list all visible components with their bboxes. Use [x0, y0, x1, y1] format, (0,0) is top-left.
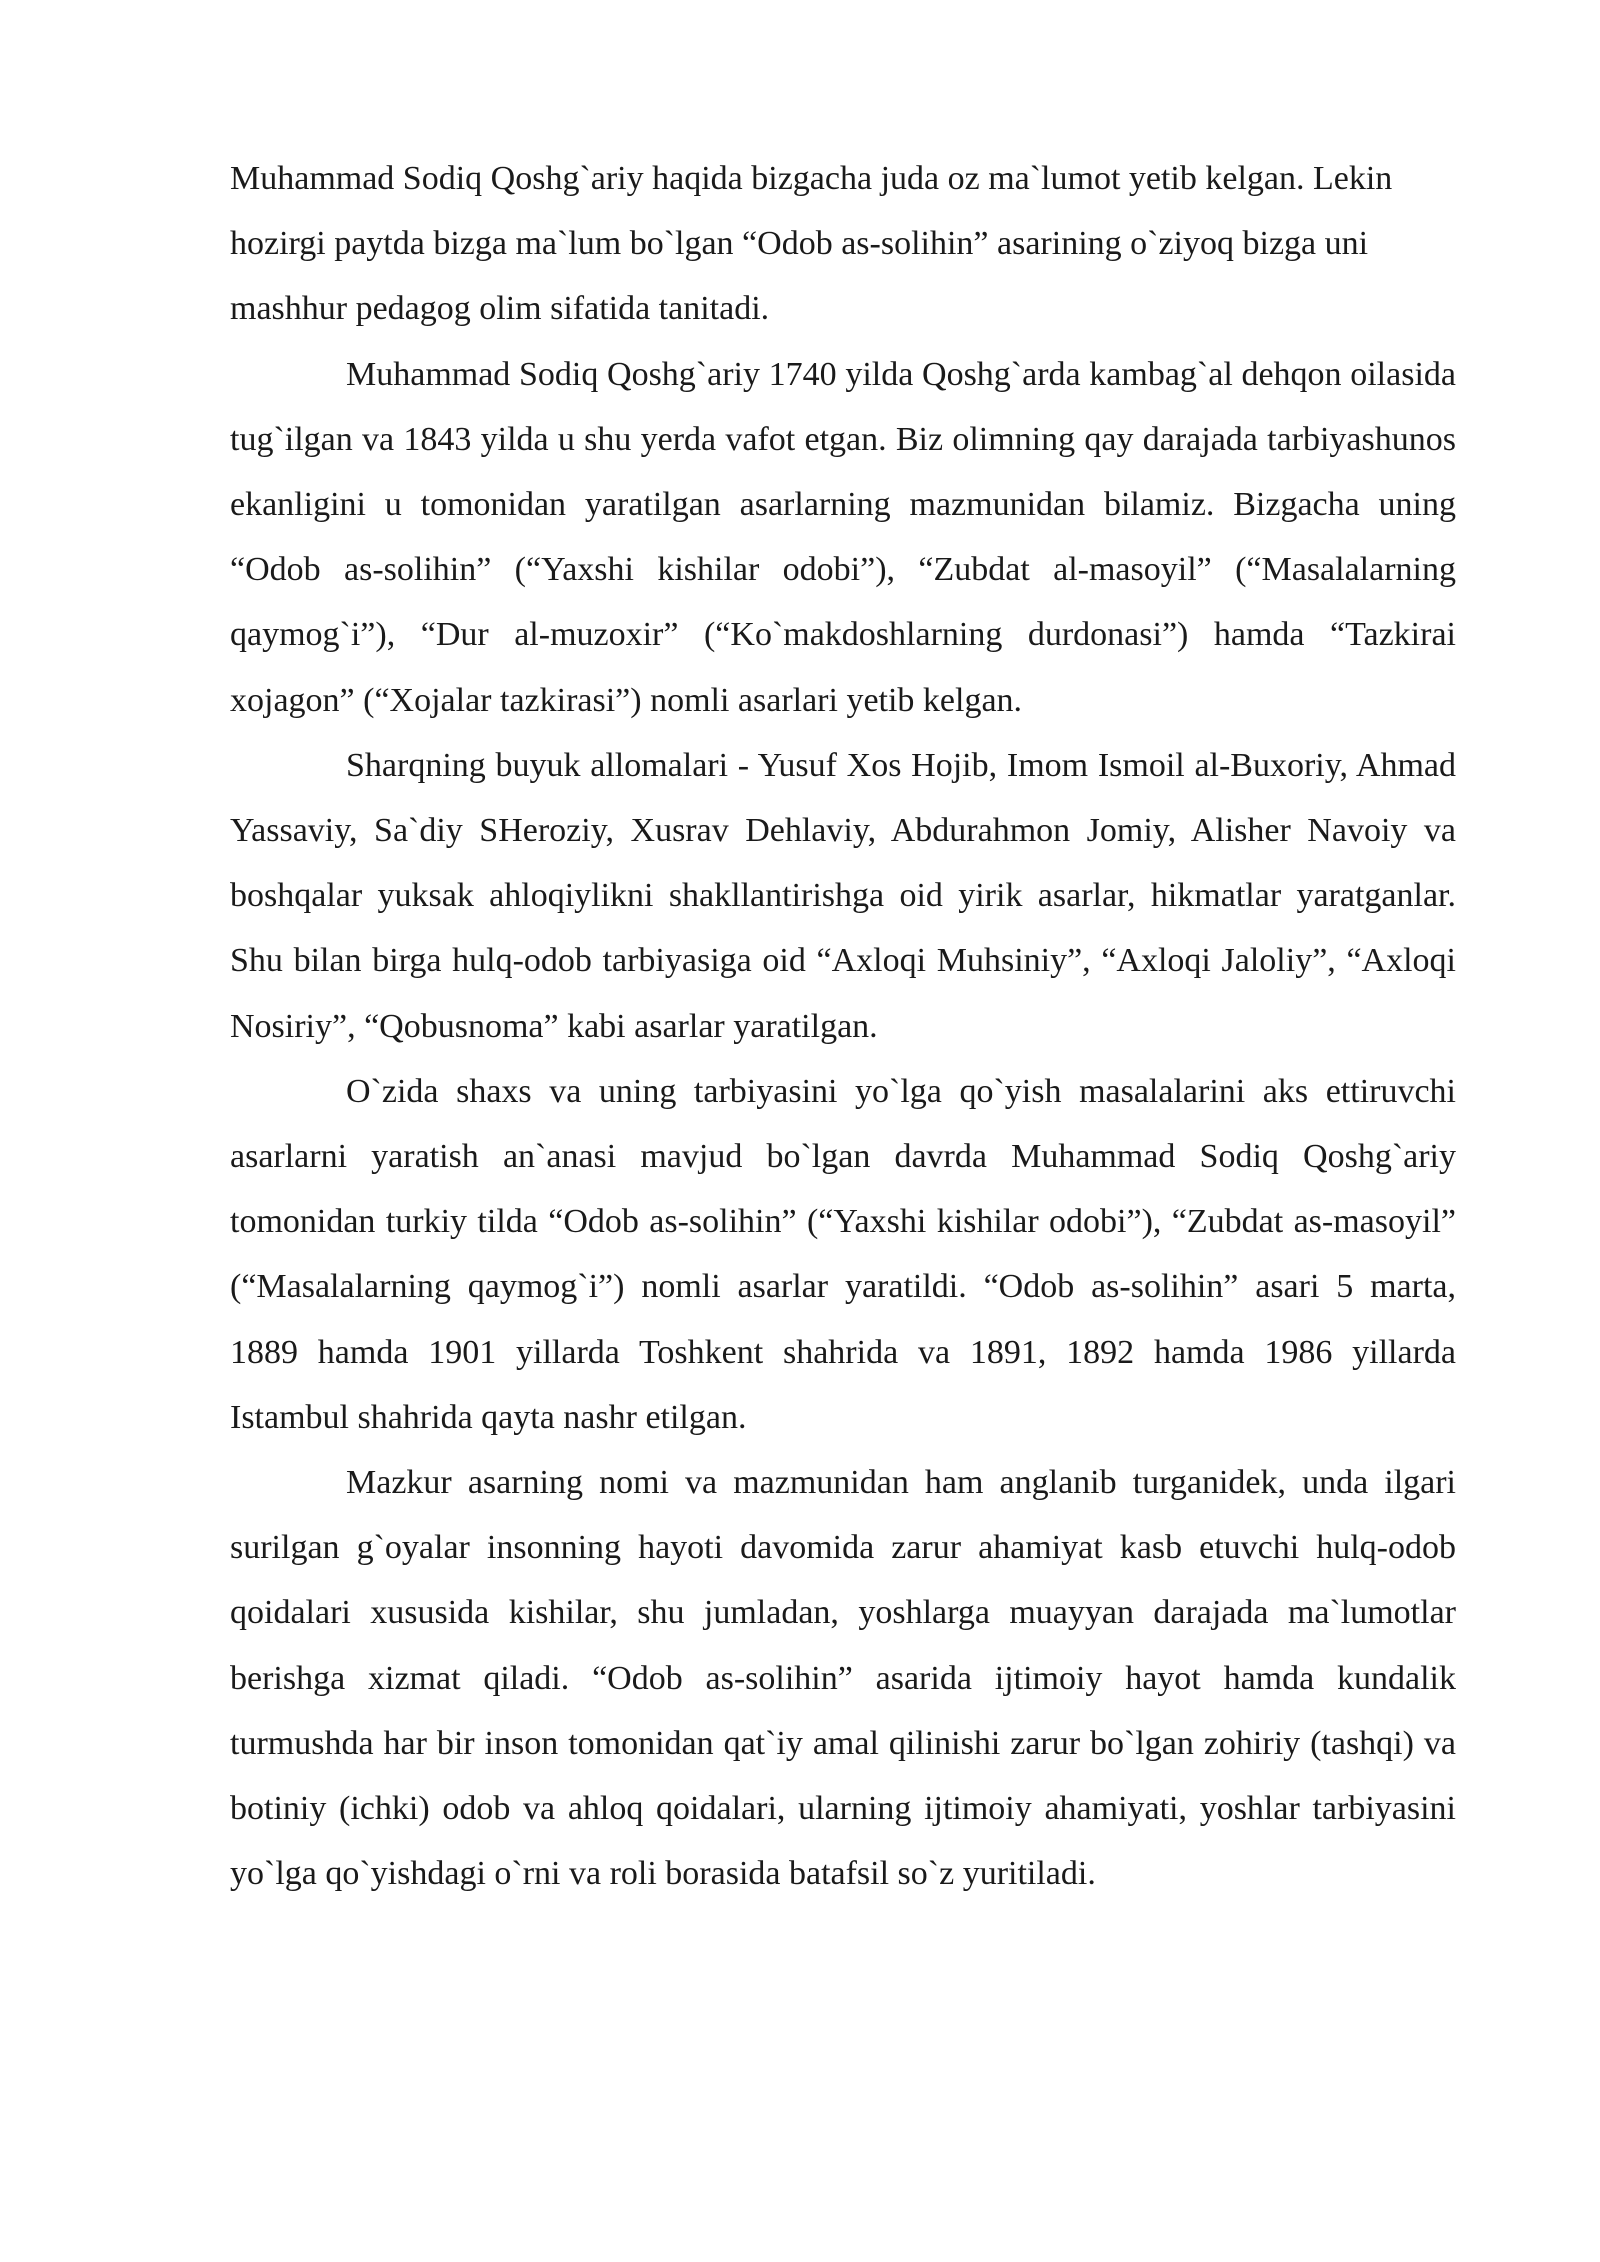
- paragraph-intro: Muhammad Sodiq Qoshg`ariy haqida bizgacha juda oz ma`lumot yetib kelgan. Lekin hozirgi paytda bizga ma`lum bo`lgan “Odob as-solihin” asarining o`ziyoq bizga uni mashhur pedagog olim sifatida tanitadi.: [230, 160, 1393, 328]
- paragraph-biography: Muhammad Sodiq Qoshg`ariy 1740 yilda Qoshg`arda kambag`al dehqon oilasida tug`ilgan va 1843 yilda u shu yerda vafot etgan. Biz olimning qay darajada tarbiyashunos ekanligini u tomonidan yaratilgan asarlarning mazmunidan bilamiz. Bizgacha uning “Odob as-solihin” (“Yaxshi kishilar odobi”), “Zubdat al-masoyil” (“Masalalarning qaymog`i”), “Dur al-muzoxir” (“Ko`makdoshlarning durdonasi”) hamda “Tazkirai xojagon” (“Xojalar tazkirasi”) nomli asarlari yetib kelgan.: [230, 355, 1456, 719]
- paragraph-works-published: O`zida shaxs va uning tarbiyasini yo`lga qo`yish masalalarini aks ettiruvchi asarlarni yaratish an`anasi mavjud bo`lgan davrda Muhammad Sodiq Qoshg`ariy tomonidan turkiy tilda “Odob as-solihin” (“Yaxshi kishilar odobi”), “Zubdat as-masoyil” (“Masalalarning qaymog`i”) nomli asarlar yaratildi. “Odob as-solihin” asari 5 marta, 1889 hamda 1901 yillarda Toshkent shahrida va 1891, 1892 hamda 1986 yillarda Istambul shahrida qayta nashr etilgan.: [230, 1072, 1456, 1436]
- paragraph-eastern-scholars: Sharqning buyuk allomalari - Yusuf Xos Hojib, Imom Ismoil al-Buxoriy, Ahmad Yassaviy, Sa`diy SHeroziy, Xusrav Dehlaviy, Abdurahmon Jomiy, Alisher Navoiy va boshqalar yuksak ahloqiylikni shakllantirishga oid yirik asarlar, hikmatlar yaratganlar. Shu bilan birga hulq-odob tarbiyasiga oid “Axloqi Muhsiniy”, “Axloqi Jaloliy”, “Axloqi Nosiriy”, “Qobusnoma” kabi asarlar yaratilgan.: [230, 746, 1456, 1045]
- document-body: [230, 146, 1456, 1906]
- paragraph-content-summary: Mazkur asarning nomi va mazmunidan ham anglanib turganidek, unda ilgari surilgan g`oyalar insonning hayoti davomida zarur ahamiyat kasb etuvchi hulq-odob qoidalari xususida kishilar, shu jumladan, yoshlarga muayyan darajada ma`lumotlar berishga xizmat qiladi. “Odob as-solihin” asarida ijtimoiy hayot hamda kundalik turmushda har bir inson tomonidan qat`iy amal qilinishi zarur bo`lgan zohiriy (tashqi) va botiniy (ichki) odob va ahloq qoidalari, ularning ijtimoiy ahamiyati, yoshlar tarbiyasini yo`lga qo`yishdagi o`rni va roli borasida batafsil so`z yuritiladi.: [230, 1464, 1456, 1893]
